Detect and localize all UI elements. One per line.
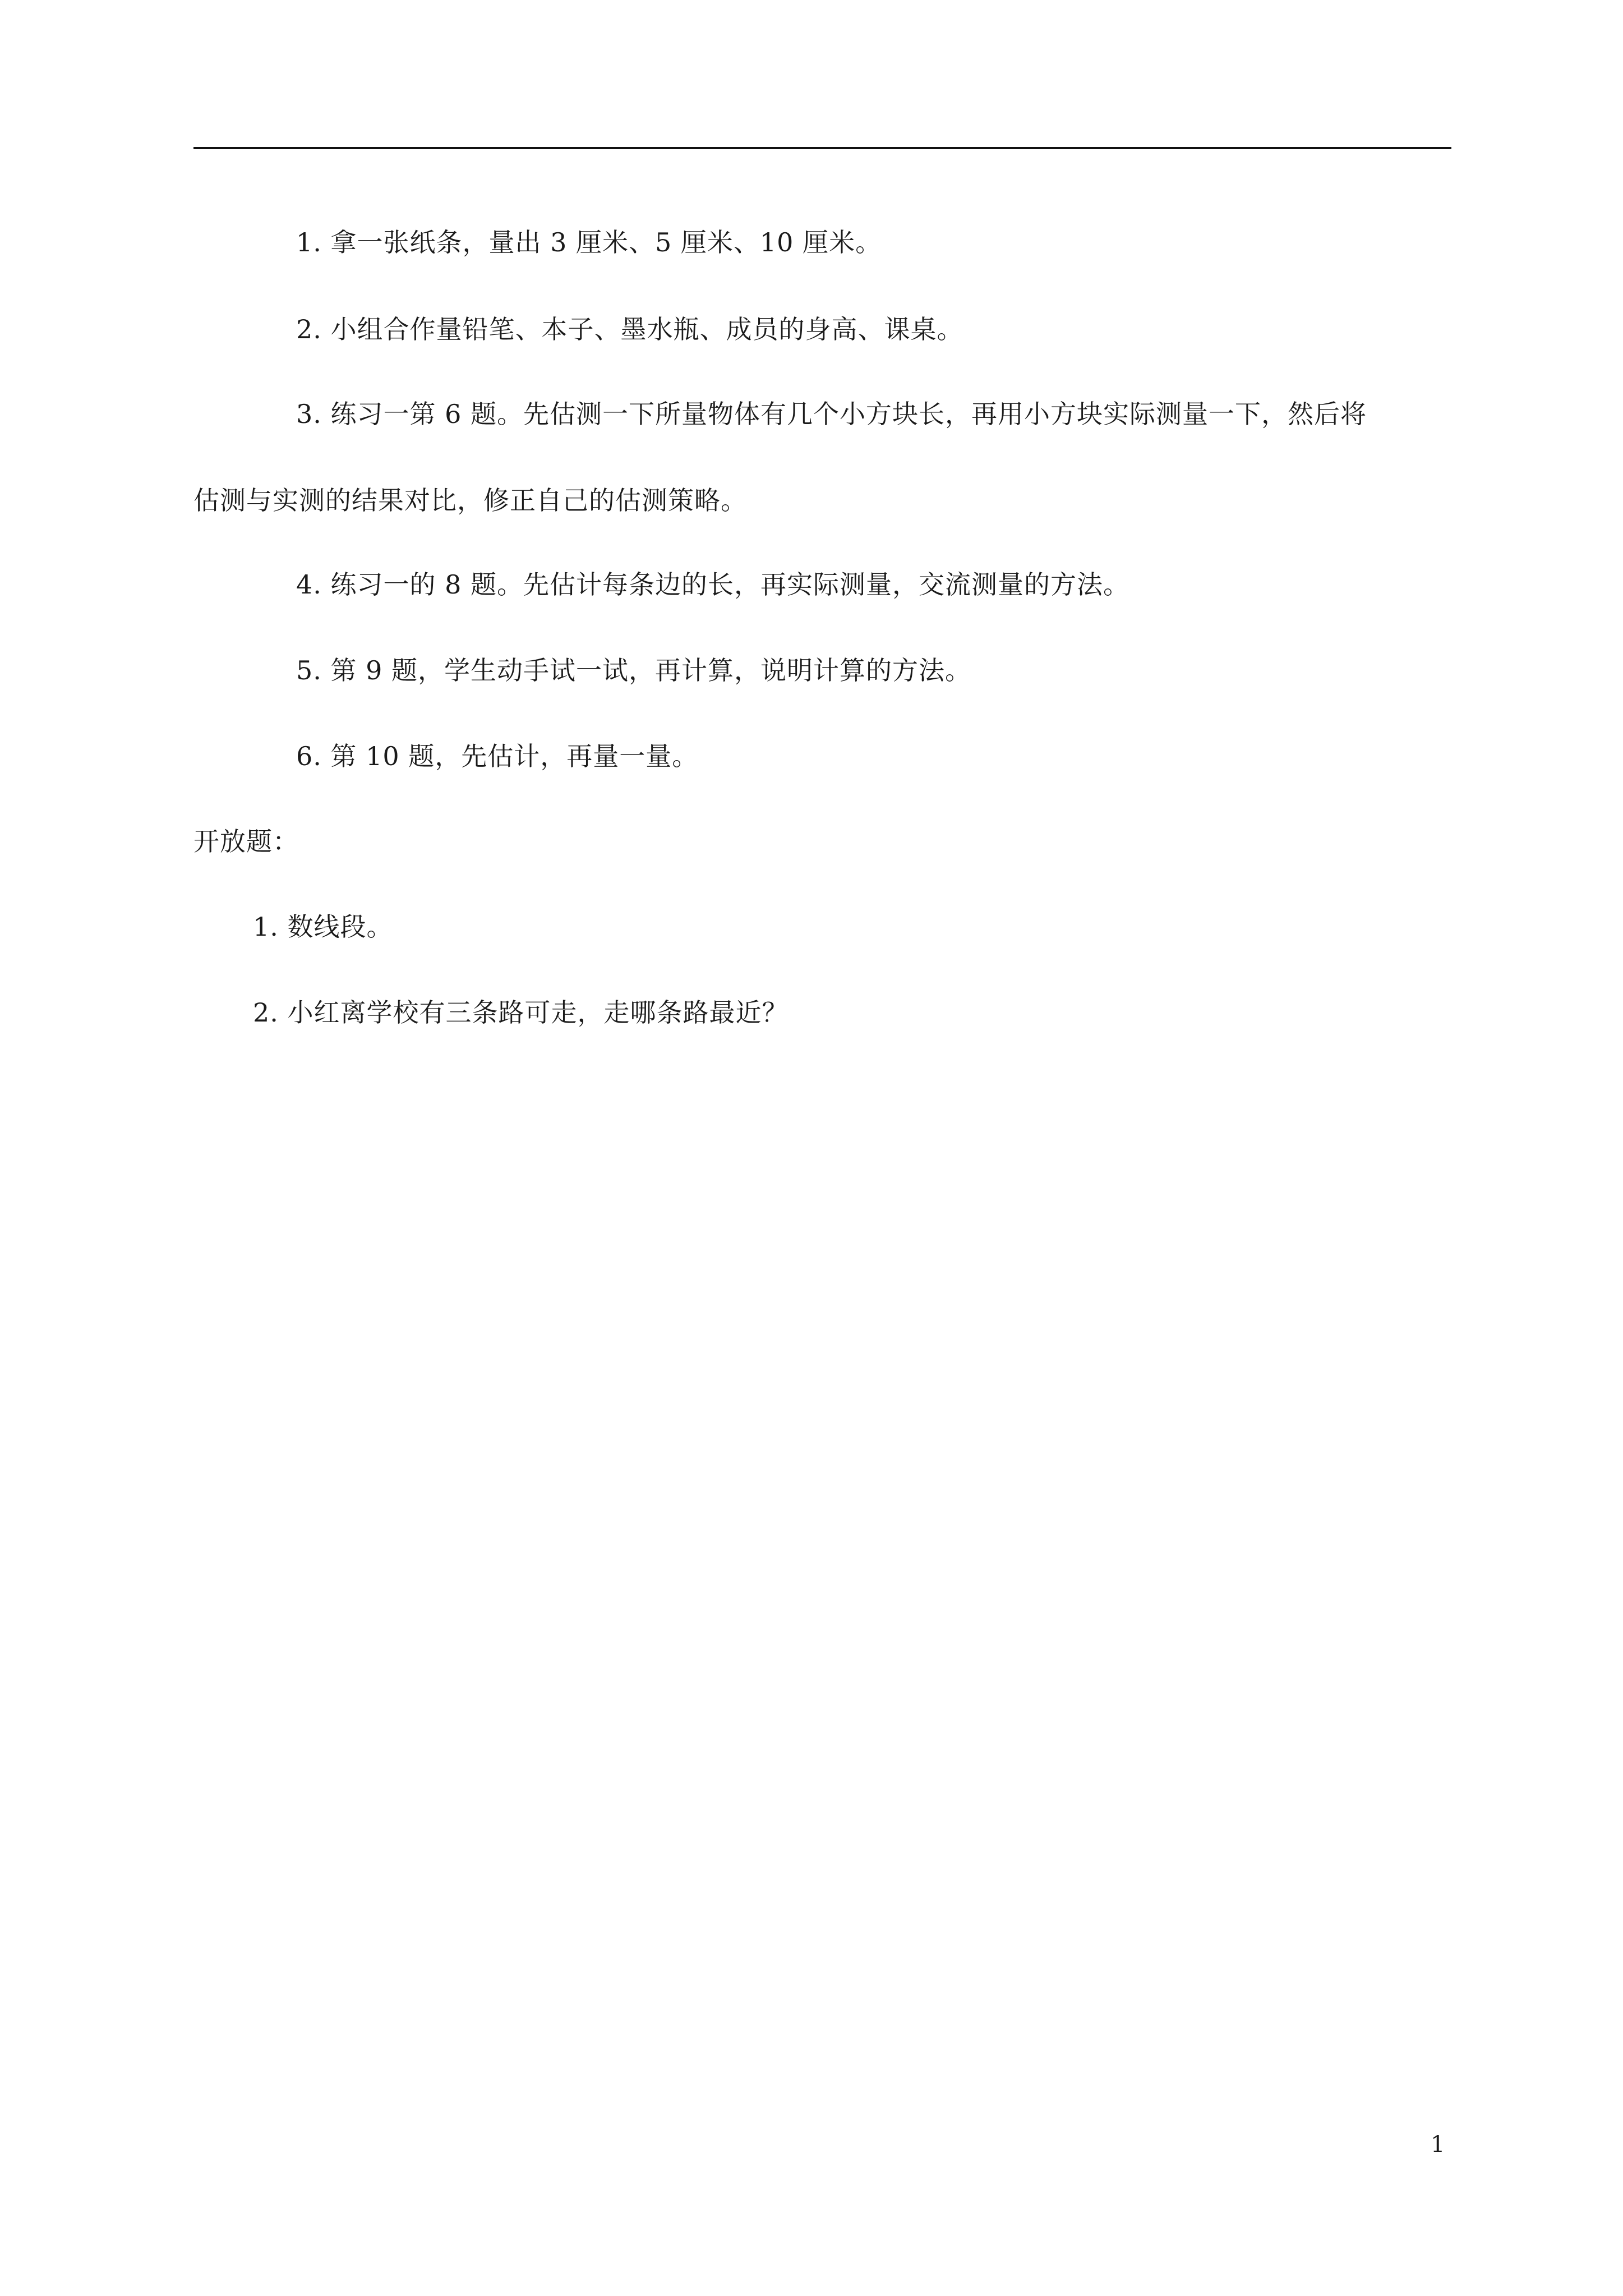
page-number: 1 <box>1431 2132 1445 2157</box>
activity-line-1: 1. 拿一张纸条，量出 3 厘米、5 厘米、10 厘米。 <box>296 227 882 257</box>
open-question-2: 2. 小红离学校有三条路可走，走哪条路最近？ <box>253 997 789 1028</box>
activity-line-6: 6. 第 10 题，先估计，再量一量。 <box>296 741 699 771</box>
activity-line-2: 2. 小组合作量铅笔、本子、墨水瓶、成员的身高、课桌。 <box>296 314 963 344</box>
open-questions-heading: 开放题： <box>193 826 299 857</box>
header-rule <box>193 147 1451 149</box>
activity-line-4: 4. 练习一的 8 题。先估计每条边的长，再实际测量，交流测量的方法。 <box>296 569 1130 600</box>
open-question-1: 1. 数线段。 <box>253 912 393 942</box>
activity-line-3-continued: 估测与实测的结果对比，修正自己的估测策略。 <box>193 485 747 516</box>
activity-line-5: 5. 第 9 题，学生动手试一试，再计算，说明计算的方法。 <box>296 655 972 685</box>
activity-line-3: 3. 练习一第 6 题。先估测一下所量物体有几个小方块长，再用小方块实际测量一下，然后将 <box>296 399 1367 429</box>
